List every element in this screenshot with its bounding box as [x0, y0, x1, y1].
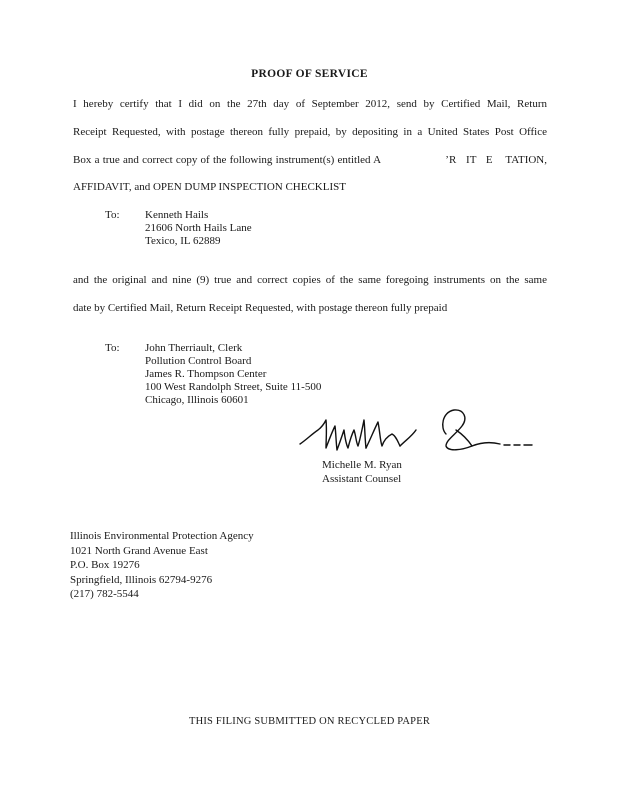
recipient-2-line: Chicago, Illinois 60601	[145, 394, 249, 406]
recipient-1-address	[145, 209, 252, 248]
signatory-title: Assistant Counsel	[322, 473, 402, 485]
page-footer: THIS FILING SUBMITTED ON RECYCLED PAPER	[188, 716, 431, 727]
agency-line: Springfield, Illinois 62794-9276	[70, 573, 213, 586]
recipient-1-line: Kenneth Hails	[145, 209, 209, 221]
paragraph-2-line-2: date by Certified Mail, Return Receipt Requested, with postage thereon fully prepaid	[73, 302, 448, 314]
page-title: PROOF OF SERVICE	[251, 68, 368, 80]
signatory-name: Michelle M. Ryan	[322, 459, 402, 471]
agency-line: (217) 782-5544	[70, 588, 139, 600]
recipient-2-line: Pollution Control Board	[145, 355, 252, 367]
agency-line: 1021 North Grand Avenue East	[70, 544, 208, 557]
paragraph-1-line-1: I hereby certify that I did on the 27th day of September 2012, send by Certified Mail, Return	[73, 98, 547, 110]
agency-address	[70, 529, 254, 602]
recipient-2-line: John Therriault, Clerk	[145, 342, 243, 354]
agency-line: Illinois Environmental Protection Agency	[70, 530, 254, 542]
agency-line: P.O. Box 19276	[70, 559, 140, 571]
recipient-1-line: Texico, IL 62889	[145, 235, 221, 247]
handwritten-signature	[296, 400, 536, 462]
paragraph-2-line-1: and the original and nine (9) true and correct copies of the same foregoing instruments on the same	[73, 274, 547, 286]
recipient-2-address	[145, 342, 321, 407]
recipient-2-line: 100 West Randolph Street, Suite 11-500	[145, 381, 322, 393]
recipient-1-line: 21606 North Hails Lane	[145, 222, 252, 234]
recipient-1-label: To:	[105, 209, 120, 221]
paragraph-1-line-3: Box a true and correct copy of the following instrument(s) entitled A ’R IT E TATION,	[73, 154, 547, 166]
recipient-2-label: To:	[105, 342, 120, 354]
signature-block	[322, 458, 402, 486]
recipient-2-line: James R. Thompson Center	[145, 368, 267, 380]
paragraph-1-line-4: AFFIDAVIT, and OPEN DUMP INSPECTION CHECKLIST	[73, 181, 346, 193]
paragraph-1-line-2: Receipt Requested, with postage thereon fully prepaid, by depositing in a United States Post Office	[73, 126, 547, 138]
